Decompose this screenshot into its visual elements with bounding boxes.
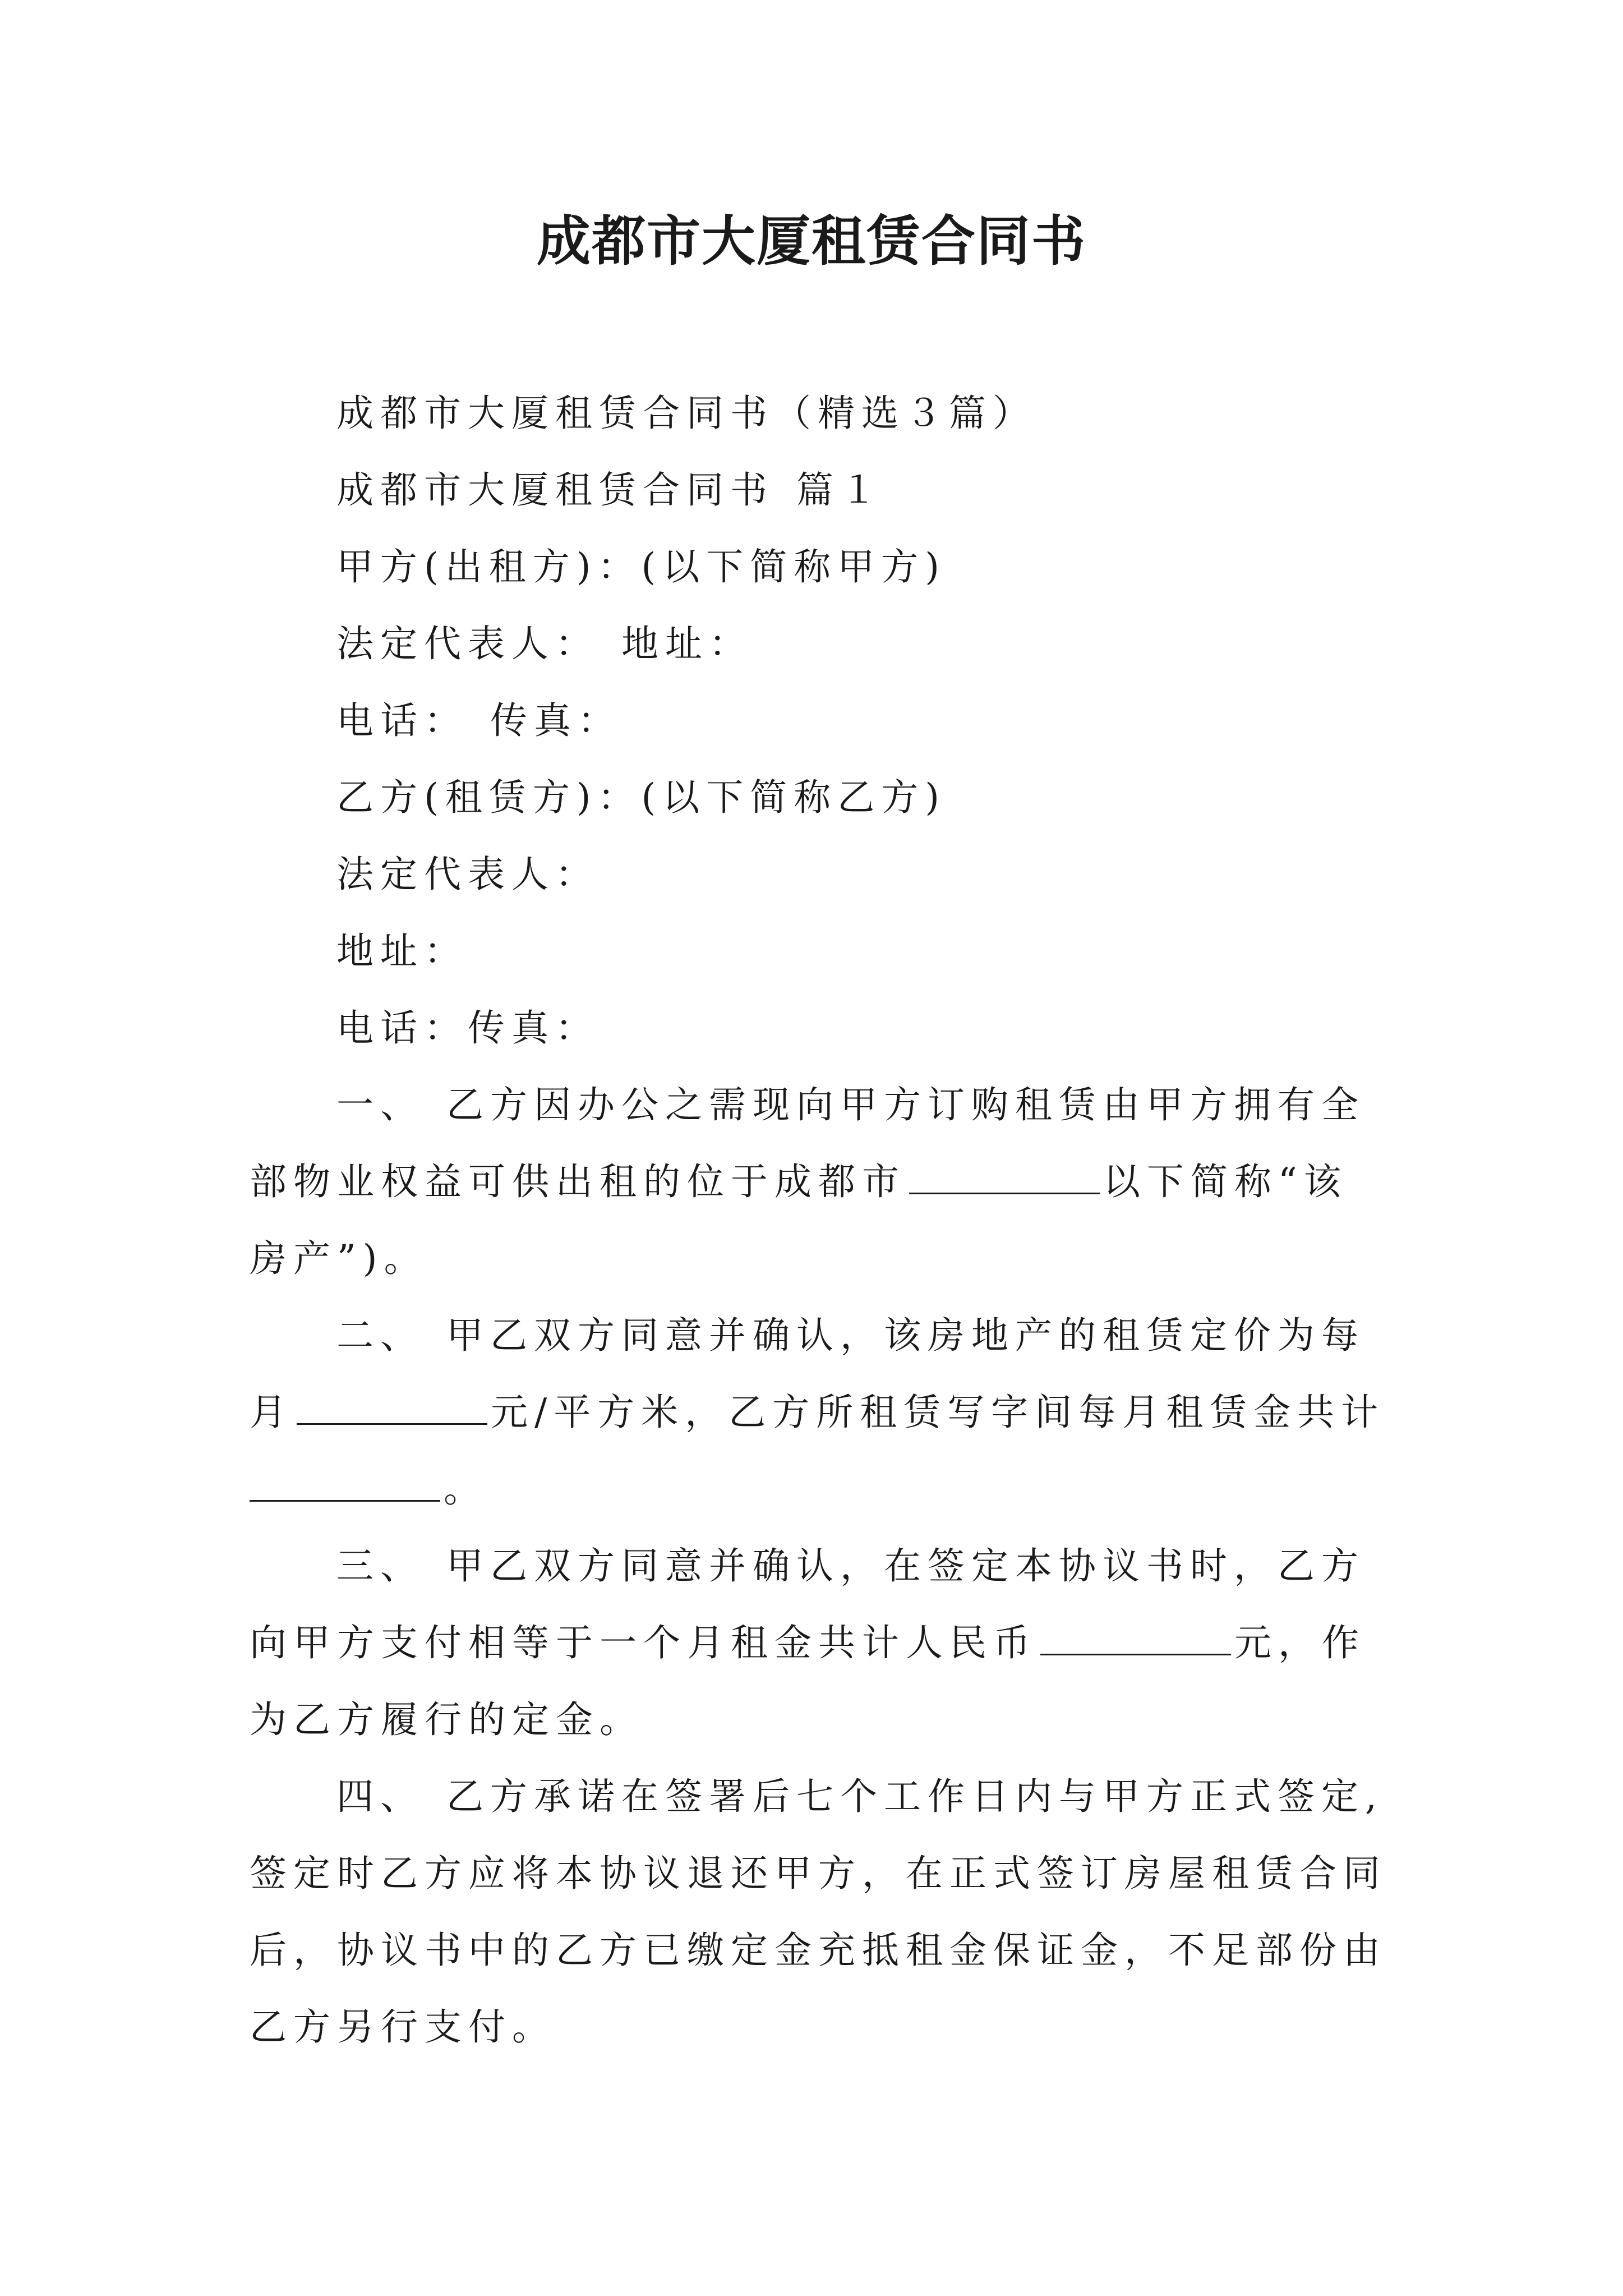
clause-3-line-2 — [250, 1604, 1382, 1681]
blank-deposit-amount — [1040, 1617, 1231, 1655]
blank-location — [909, 1156, 1100, 1194]
clause-4-line-2 — [250, 1835, 1387, 1912]
clause-4-line-1 — [250, 1758, 1382, 1835]
party-a-addr-label: 地址： — [621, 622, 753, 665]
clause-2-text-2a: 月 — [250, 1391, 293, 1434]
clause-3-text-1: 甲乙双方同意并确认，在签定本协议书时，乙方 — [446, 1544, 1365, 1588]
clause-2-line-2 — [250, 1374, 1385, 1451]
clause-1-line-2 — [250, 1143, 1382, 1220]
subtitle: 成都市大厦租赁合同书（精选３篇） — [336, 392, 1036, 435]
chapter-number: 篇１ — [796, 468, 884, 512]
clause-1-text-2a: 部物业权益可供出租的位于成都市 — [250, 1160, 906, 1203]
party-a-rep-line — [250, 605, 1382, 682]
document-body — [250, 375, 1387, 2065]
clause-1-text-1: 乙方因办公之需现向甲方订购租赁由甲方拥有全 — [446, 1083, 1365, 1126]
clause-4-text-1: 乙方承诺在签署后七个工作日内与甲方正式签定, — [446, 1775, 1384, 1818]
party-a-line — [250, 528, 1382, 605]
clause-4-number: 四、 — [336, 1775, 424, 1818]
party-b-addr-label: 地址： — [336, 930, 468, 973]
party-b-line — [250, 759, 1382, 836]
clause-1-text-3: 房产”)。 — [250, 1237, 428, 1280]
document-title: 成都市大厦租赁合同书 — [537, 210, 1086, 273]
clause-4-text-4: 乙方另行支付。 — [250, 2005, 556, 2049]
subtitle-line — [250, 375, 1382, 452]
party-b-label: 乙方(租赁方)：(以下简称乙方) — [336, 776, 946, 819]
clause-4-text-2: 签定时乙方应将本协议退还甲方，在正式签订房屋租赁合同 — [250, 1852, 1387, 1895]
blank-monthly-total — [250, 1463, 440, 1502]
party-a-fax-label: 传真： — [490, 699, 621, 742]
clause-2-text-2b: 元/平方米，乙方所租赁写字间每月租赁金共计 — [491, 1391, 1385, 1434]
clause-4-line-3 — [250, 1912, 1387, 1989]
clause-1-text-2b: 以下简称“该 — [1103, 1160, 1348, 1203]
party-b-addr-line — [250, 913, 1382, 990]
clause-4-line-4 — [250, 1989, 1382, 2065]
clause-3-line-3 — [250, 1681, 1382, 1758]
clause-2-line-1 — [250, 1297, 1382, 1374]
party-a-label: 甲方(出租方)： — [336, 545, 642, 588]
party-b-phone-line — [250, 990, 1382, 1066]
party-b-rep-line — [250, 836, 1382, 913]
blank-unit-price — [297, 1386, 487, 1425]
clause-2-text-3: 。 — [444, 1467, 487, 1511]
clause-3-number: 三、 — [336, 1544, 424, 1588]
clause-1-line-3 — [250, 1220, 1382, 1297]
clause-4-text-3: 后，协议书中的乙方已缴定金充抵租金保证金，不足部份由 — [250, 1929, 1387, 1972]
clause-3-text-2a: 向甲方支付相等于一个月租金共计人民币 — [250, 1621, 1037, 1664]
party-b-phone-fax-label: 电话：传真： — [336, 1006, 599, 1050]
party-b-rep-label: 法定代表人： — [336, 853, 599, 896]
clause-1-line-1 — [250, 1066, 1382, 1143]
party-a-rep-label: 法定代表人： — [336, 622, 599, 665]
party-a-phone-label: 电话： — [336, 699, 468, 742]
clause-3-line-1 — [250, 1527, 1382, 1604]
chapter-title: 成都市大厦租赁合同书 — [336, 468, 774, 512]
party-a-note: (以下简称甲方) — [641, 545, 946, 588]
clause-1-number: 一、 — [336, 1083, 424, 1126]
chapter-line — [250, 452, 1382, 528]
clause-2-line-3 — [250, 1451, 1382, 1527]
party-a-phone-line — [250, 682, 1382, 759]
clause-3-text-2b: 元，作 — [1234, 1621, 1366, 1664]
clause-3-text-3: 为乙方履行的定金。 — [250, 1698, 643, 1741]
clause-2-text-1: 甲乙双方同意并确认，该房地产的租赁定价为每 — [446, 1314, 1365, 1357]
clause-2-number: 二、 — [336, 1314, 424, 1357]
